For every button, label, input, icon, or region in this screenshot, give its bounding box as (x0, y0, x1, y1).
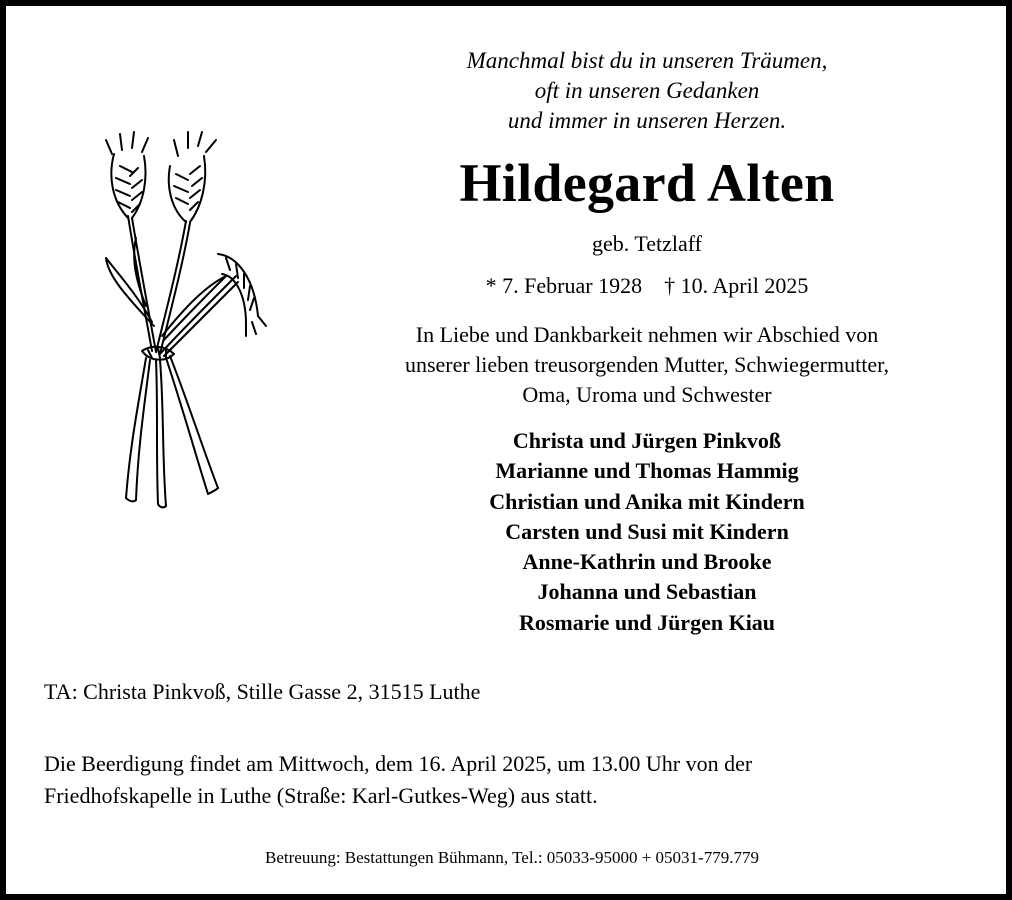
death-date: † 10. April 2025 (664, 273, 809, 298)
undertaker-footer: Betreuung: Bestattungen Bühmann, Tel.: 05033-95000 + 05031-779.779 (265, 848, 759, 867)
mourner-entry: Christa und Jürgen Pinkvoß (512, 428, 782, 453)
mourner-entry: Anne-Kathrin und Brooke (522, 549, 772, 575)
maiden-name: geb. Tetzlaff (591, 231, 703, 256)
mourner-entry: Rosmarie und Jürgen Kiau (518, 609, 776, 635)
farewell-line: unserer lieben treusorgenden Mutter, Schwiegermutter, (404, 352, 890, 377)
condolence-address: TA: Christa Pinkvoß, Stille Gasse 2, 31515 Luthe (44, 679, 481, 704)
poem-line: und immer in unseren Herzen. (507, 108, 787, 133)
mourner-entry: Carsten und Susi mit Kindern (505, 518, 789, 544)
poem-line: oft in unseren Gedanken (534, 78, 760, 103)
mourner-entry: Marianne und Thomas Hammig (495, 458, 799, 484)
birth-date: * 7. Februar 1928 (485, 273, 643, 298)
mourner-entry: Johanna und Sebastian (537, 579, 757, 605)
deceased-name: Hildegard Alten (459, 153, 835, 213)
funeral-info (44, 748, 984, 812)
funeral-line: Die Beerdigung findet am Mittwoch, dem 16. April 2025, um 13.00 Uhr von der (44, 751, 753, 776)
farewell-line: Oma, Uroma und Schwester (522, 382, 772, 407)
farewell-line: In Liebe und Dankbarkeit nehmen wir Abschied von (415, 322, 879, 347)
memorial-poem (336, 46, 958, 136)
funeral-line: Friedhofskapelle in Luthe (Straße: Karl-Gutkes-Weg) aus statt. (44, 783, 598, 808)
wheat-bundle-icon (86, 126, 286, 516)
farewell-text (336, 320, 958, 410)
mourner-entry: Christian und Anika mit Kindern (489, 488, 805, 514)
mourners-list (336, 426, 958, 638)
life-dates (336, 272, 958, 300)
poem-line: Manchmal bist du in unseren Träumen, (466, 48, 828, 73)
